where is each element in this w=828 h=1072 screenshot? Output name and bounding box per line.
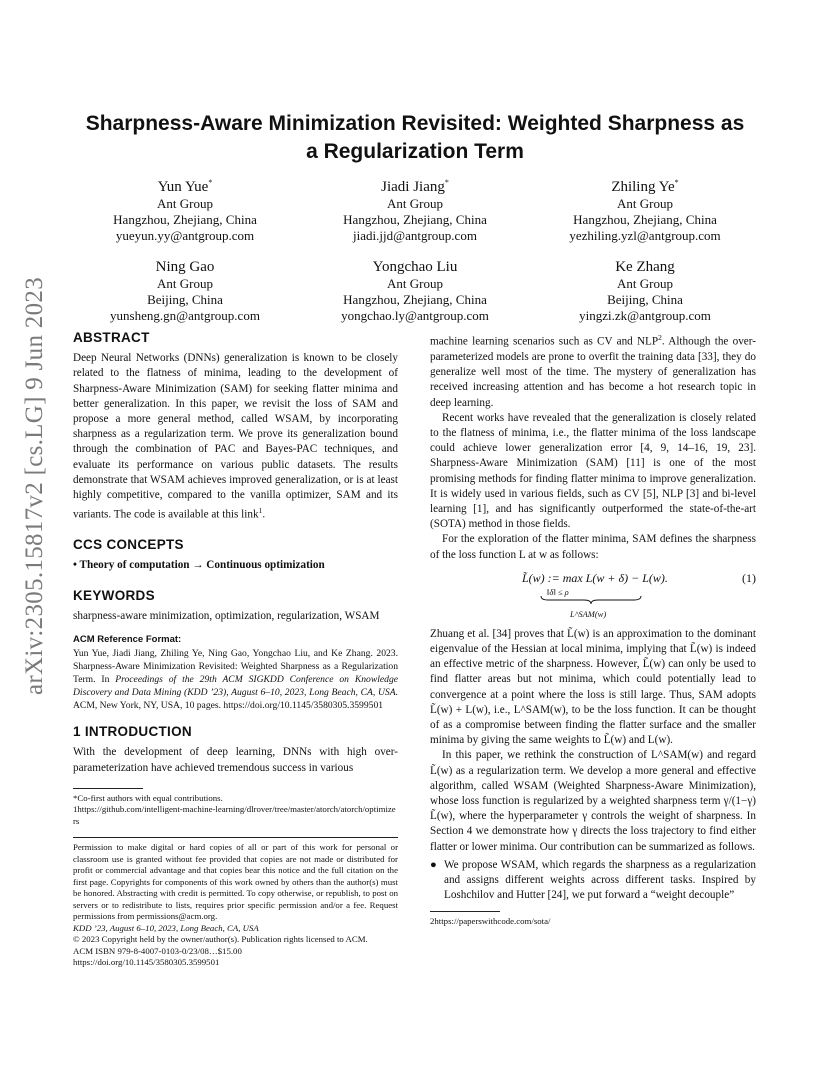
author-org: Ant Group — [617, 196, 673, 211]
right-paragraph-3: For the exploration of the flatter minima, SAM defines the sharpness of the loss function L at w as follows: — [430, 533, 756, 561]
contribution-text: We propose WSAM, which regards the sharpness as a regularization and assigns different weights across different tasks. Inspired by Loshchilov and Hutter [24], we put forward a “weight decouple” — [444, 858, 756, 902]
abstract-heading: ABSTRACT — [73, 330, 150, 345]
right-footnotes — [430, 911, 756, 928]
author-name: Yun Yue — [157, 179, 209, 195]
keywords-text: sharpness-aware minimization, optimization, regularization, WSAM — [73, 609, 380, 622]
author-org: Ant Group — [157, 276, 213, 291]
author-name: Ning Gao — [155, 259, 215, 275]
equation-number: (1) — [742, 570, 756, 585]
footnote-equal-contribution: *Co-first authors with equal contributions. — [73, 792, 223, 803]
right-paragraph-4: Zhuang et al. [34] proves that L̃(w) is an approximation to the dominant eigenvalue of the Hessian at local minima, implying that L̃(w) is indeed an effective metric of the sharpness. However, L̃(w) can only be used to find flatter areas but not minima, which could potentially lead to convergence at a point where the loss is still large. Thus, SAM adopts L̃(w) + L(w), i.e., L^SAM(w), to be the loss function. It can be thought of as a compromise between finding the flatter surface and the smaller minima by giving the same weights to L̃(w) and L(w). — [430, 627, 756, 747]
footnotes — [73, 788, 398, 828]
equation-main: L̃(w) := max L(w + δ) − L(w). — [522, 570, 668, 585]
author-location: Hangzhou, Zhejiang, China — [573, 212, 717, 227]
author-mark: * — [674, 178, 679, 187]
right-paragraph-5: In this paper, we rethink the construction of L^SAM(w) and regard L̃(w) as a regularization term. We develop a more general and effective algorithm, called WSAM (Weighted Sharpness-Aware Minimization), whose loss function is regularized by a weighted sharpness term γ/(1−γ) L̃(w), where the hyperparameter γ controls the weight of sharpness. In Section 4 we demonstrate how γ directs the loss trajectory to find either flatter or lower minima. Our contribution can be summarized as follows. — [430, 749, 756, 853]
author-org: Ant Group — [617, 276, 673, 291]
introduction-heading: 1 INTRODUCTION — [73, 724, 192, 740]
permission-block — [73, 837, 398, 969]
acm-reference — [73, 632, 398, 712]
underbrace-icon — [540, 595, 642, 605]
arxiv-stamp: arXiv:2305.15817v2 [cs.LG] 9 Jun 2023 — [21, 277, 48, 695]
permission-doi-link[interactable]: https://doi.org/10.1145/3580305.3599501 — [73, 957, 220, 968]
author-email: yunsheng.gn@antgroup.com — [110, 308, 260, 323]
permission-text: Permission to make digital or hard copies of all or part of this work for personal or classroom use is granted without fee provided that copies are not made or distributed for profit or commercial advantage and that copies bear this notice and the full citation on the first page. Copyrights for components of this work owned by others than the author(s) must be honored. Abstracting with credit is permitted. To copy otherwise, or republish, to post on servers or to redistribute to lists, requires prior specific permission and/or a fee. Request permissions from permissions@acm.org. — [73, 842, 398, 922]
author-email: yezhiling.yzl@antgroup.com — [569, 228, 721, 243]
author-mark: * — [444, 178, 449, 187]
author-location: Hangzhou, Zhejiang, China — [343, 292, 487, 307]
right-paragraph-1: machine learning scenarios such as CV and NLP$^2$. Although the over-parameterized models are prone to overfit the training data [33], they do generalize well most of the time. The mystery of generalization has received increasing attention and has become a hot research topic in deep learning. — [430, 333, 756, 409]
author-card — [300, 255, 530, 324]
author-card — [530, 175, 760, 244]
footnote-2-mark: 2 — [658, 333, 662, 342]
author-name: Ke Zhang — [615, 259, 675, 275]
left-column — [73, 330, 398, 969]
author-org: Ant Group — [157, 196, 213, 211]
abstract-footnote-mark: 1 — [258, 506, 263, 516]
author-location: Hangzhou, Zhejiang, China — [113, 212, 257, 227]
paper-title — [70, 110, 760, 166]
footnote-rule — [73, 788, 143, 789]
author-name: Zhiling Ye — [611, 179, 675, 195]
author-card — [70, 175, 300, 244]
footnote-2-link[interactable]: 2https://paperswithcode.com/sota/ — [430, 916, 551, 927]
author-card — [70, 255, 300, 324]
footnote-rule — [430, 911, 500, 912]
right-paragraph-2: Recent works have revealed that the generalization is closely related to the flatness of minima, i.e., the flatter minima of the loss landscape could achieve lower generalization error [4, 9, 14–16, 19, 23]. Sharpness-Aware Minimization (SAM) [11] is one of the most promising methods for finding flatter minima to improve generalization. It is widely used in various fields, such as CV [5], NLP [3] and bi-level learning [1], and has significantly outperformed the state-of-the-art (SOTA) method in those fields. — [430, 411, 756, 531]
author-location: Beijing, China — [607, 292, 683, 307]
author-email: yueyun.yy@antgroup.com — [115, 228, 255, 243]
permission-copyright: © 2023 Copyright held by the owner/author(s). Publication rights licensed to ACM. — [73, 934, 368, 945]
author-email: jiadi.jjd@antgroup.com — [353, 228, 477, 243]
footnote-1-link[interactable]: 1https://github.com/intelligent-machine-learning/dlrover/tree/master/atorch/atorch/optimizers — [73, 804, 396, 826]
permission-venue: KDD ’23, August 6–10, 2023, Long Beach, CA, USA — [73, 922, 259, 933]
acm-reference-tail: ACM, New York, NY, USA, 10 pages. https://doi.org/10.1145/3580305.3599501 — [73, 700, 384, 712]
permission-isbn: ACM ISBN 979-8-4007-0103-0/23/08…$15.00 — [73, 945, 242, 956]
bullet-icon: ● — [430, 858, 437, 871]
author-email: yingzi.zk@antgroup.com — [579, 308, 711, 323]
ccs-concepts: • Theory of computation → Continuous optimization — [73, 559, 325, 572]
intro-paragraph: With the development of deep learning, DNNs with high over-parameterization have achieved tremendous success in various — [73, 746, 398, 774]
author-name: Yongchao Liu — [372, 259, 458, 275]
ccs-heading: CCS CONCEPTS — [73, 537, 184, 553]
author-mark: * — [208, 178, 213, 187]
equation-underbrace-label: L^SAM(w) — [570, 608, 607, 619]
permission-rule — [73, 837, 398, 838]
author-location: Hangzhou, Zhejiang, China — [343, 212, 487, 227]
author-email: yongchao.ly@antgroup.com — [341, 308, 489, 323]
abstract-text: Deep Neural Networks (DNNs) generalization is known to be closely related to the flatness of minima, leading to the development of Sharpness-Aware Minimization (SAM) for seeking flatter minima and better generalization. In this paper, we revisit the loss of SAM and propose a more general method, called WSAM, by incorporating sharpness as a regularization term. We prove its generalization bound through the combination of PAC and Bayes-PAC techniques, and evaluate its performance on various public datasets. The results demonstrate that WSAM achieves improved generalization, or is at least highly competitive, compared to the vanilla optimizer, SAM and its variants. The code is available at this link$^1$. — [73, 352, 398, 521]
keywords-heading: KEYWORDS — [73, 587, 155, 603]
acm-reference-authors: Yun Yue, Jiadi Jiang, Zhiling Ye, Ning Gao, Yongchao Liu, and Ke Zhang. 2023. Sharpness-Aware Minimization Revisited: Weighted Sharpness as a Regularization Term. In — [73, 648, 398, 686]
author-org: Ant Group — [387, 276, 443, 291]
title-line-2: a Regularization Term — [306, 140, 524, 163]
right-column — [430, 330, 756, 928]
contribution-bullet — [430, 858, 756, 904]
author-org: Ant Group — [387, 196, 443, 211]
author-location: Beijing, China — [147, 292, 223, 307]
equation-1 — [430, 567, 756, 621]
author-card — [530, 255, 760, 324]
acm-reference-heading: ACM Reference Format: — [73, 633, 182, 645]
author-name: Jiadi Jiang — [381, 179, 445, 195]
title-line-1: Sharpness-Aware Minimization Revisited: Weighted Sharpness as — [85, 112, 745, 135]
author-card — [300, 175, 530, 244]
acm-reference-venue: Proceedings of the 29th ACM SIGKDD Conference on Knowledge Discovery and Data Mining (KDD ’23), August 6–10, 2023, Long Beach, CA, USA. — [73, 674, 399, 699]
equation-subscript: ‖δ‖ ≤ ρ — [547, 586, 569, 597]
